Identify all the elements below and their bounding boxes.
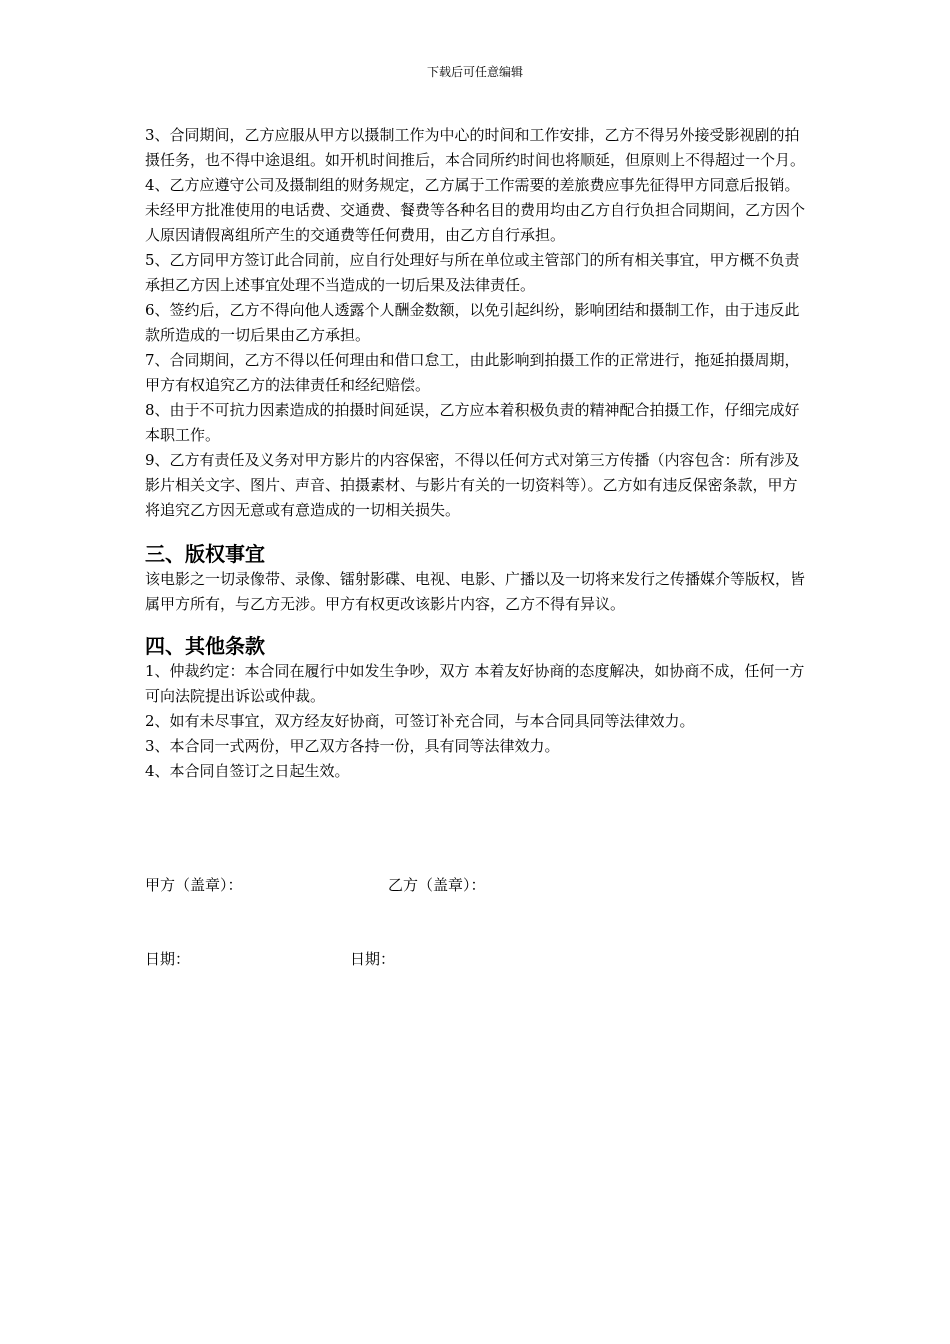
clause-8: 8、由于不可抗力因素造成的拍摄时间延误，乙方应本着积极负责的精神配合拍摄工作，仔细完成好本职工作。 (145, 401, 800, 444)
contract-body (145, 123, 809, 784)
clause-9: 9、乙方有责任及义务对甲方影片的内容保密，不得以任何方式对第三方传播（内容包含：所有涉及影片相关文字、图片、声音、拍摄素材、与影片有关的一切资料等）。乙方如有违反保密条款，甲方将追究乙方因无意或有意造成的一切相关损失。 (145, 451, 800, 519)
clause-4: 4、乙方应遵守公司及摄制组的财务规定，乙方属于工作需要的差旅费应事先征得甲方同意后报销。未经甲方批准使用的电话费、交通费、餐费等各种名目的费用均由乙方自行负担合同期间，乙方因个人原因请假离组所产生的交通费等任何费用，由乙方自行承担。 (145, 176, 806, 244)
section-copyright-body: 该电影之一切录像带、录像、镭射影碟、电视、电影、广播以及一切将来发行之传播媒介等版权，皆属甲方所有，与乙方无涉。甲方有权更改该影片内容，乙方不得有异议。 (145, 570, 806, 613)
section-copyright-title: 三、版权事宜 (145, 542, 265, 566)
other-clause-4: 4、本合同自签订之日起生效。 (145, 762, 350, 780)
party-b-date-label: 日期： (350, 950, 396, 968)
party-b-seal-label: 乙方（盖章）： (388, 876, 486, 894)
party-a-seal-label: 甲方（盖章）： (145, 876, 243, 894)
party-a-date-label: 日期： (145, 950, 191, 968)
other-clause-2: 2、如有未尽事宜，双方经友好协商，可签订补充合同，与本合同具同等法律效力。 (145, 712, 695, 730)
clause-5: 5、乙方同甲方签订此合同前，应自行处理好与所在单位或主管部门的所有相关事宜，甲方概不负责承担乙方因上述事宜处理不当造成的一切后果及法律责任。 (145, 251, 800, 294)
other-clause-3: 3、本合同一式两份，甲乙双方各持一份，具有同等法律效力。 (145, 737, 560, 755)
clause-3: 3、合同期间，乙方应服从甲方以摄制工作为中心的时间和工作安排，乙方不得另外接受影视剧的拍摄任务，也不得中途退组。如开机时间推后，本合同所约时间也将顺延，但原则上不得超过一个月。 (145, 126, 806, 169)
clause-7: 7、合同期间，乙方不得以任何理由和借口怠工，由此影响到拍摄工作的正常进行，拖延拍摄周期，甲方有权追究乙方的法律责任和经纪赔偿。 (145, 351, 800, 394)
section-other-terms-title: 四、其他条款 (145, 634, 265, 658)
clause-6: 6、签约后，乙方不得向他人透露个人酬金数额，以免引起纠纷，影响团结和摄制工作，由于违反此款所造成的一切后果由乙方承担。 (145, 301, 800, 344)
other-clause-1: 1、仲裁约定：本合同在履行中如发生争吵，双方 本着友好协商的态度解决，如协商不成，任何一方可向法院提出诉讼或仲裁。 (145, 662, 805, 705)
page-header-note: 下载后可任意编辑 (426, 65, 523, 79)
